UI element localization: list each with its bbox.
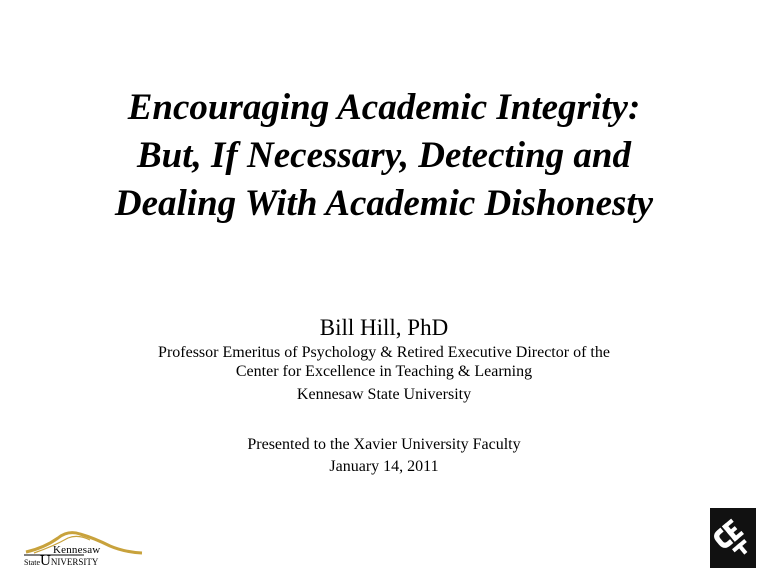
affiliation-line-1: Professor Emeritus of Psychology & Retired Executive Director of the — [158, 344, 610, 361]
ksu-logo-university: NIVERSITY — [50, 557, 99, 567]
presentation-date: January 14, 2011 — [329, 458, 439, 475]
title-line-1: Encouraging Academic Integrity: — [127, 87, 641, 128]
presented-to: Presented to the Xavier University Faculty — [247, 436, 521, 453]
ksu-logo-line-1: Kennesaw — [53, 544, 101, 556]
university-name: Kennesaw State University — [296, 386, 472, 403]
slide-title — [0, 84, 768, 228]
title-line-3: Dealing With Academic Dishonesty — [114, 183, 654, 224]
title-line-2: But, If Necessary, Detecting and — [137, 135, 631, 176]
presentation-info — [0, 434, 768, 478]
cetl-logo-icon — [710, 508, 756, 568]
author-name: Bill Hill, PhD — [319, 315, 449, 340]
affiliation-line-2: Center for Excellence in Teaching & Learning — [235, 363, 533, 380]
ksu-logo — [24, 526, 144, 572]
cetl-logo — [710, 508, 756, 568]
ksu-logo-initial: U — [40, 553, 51, 569]
author-affiliation — [0, 343, 768, 404]
ksu-logo-state: State — [24, 558, 40, 567]
ksu-logo-line-2 — [24, 553, 99, 569]
